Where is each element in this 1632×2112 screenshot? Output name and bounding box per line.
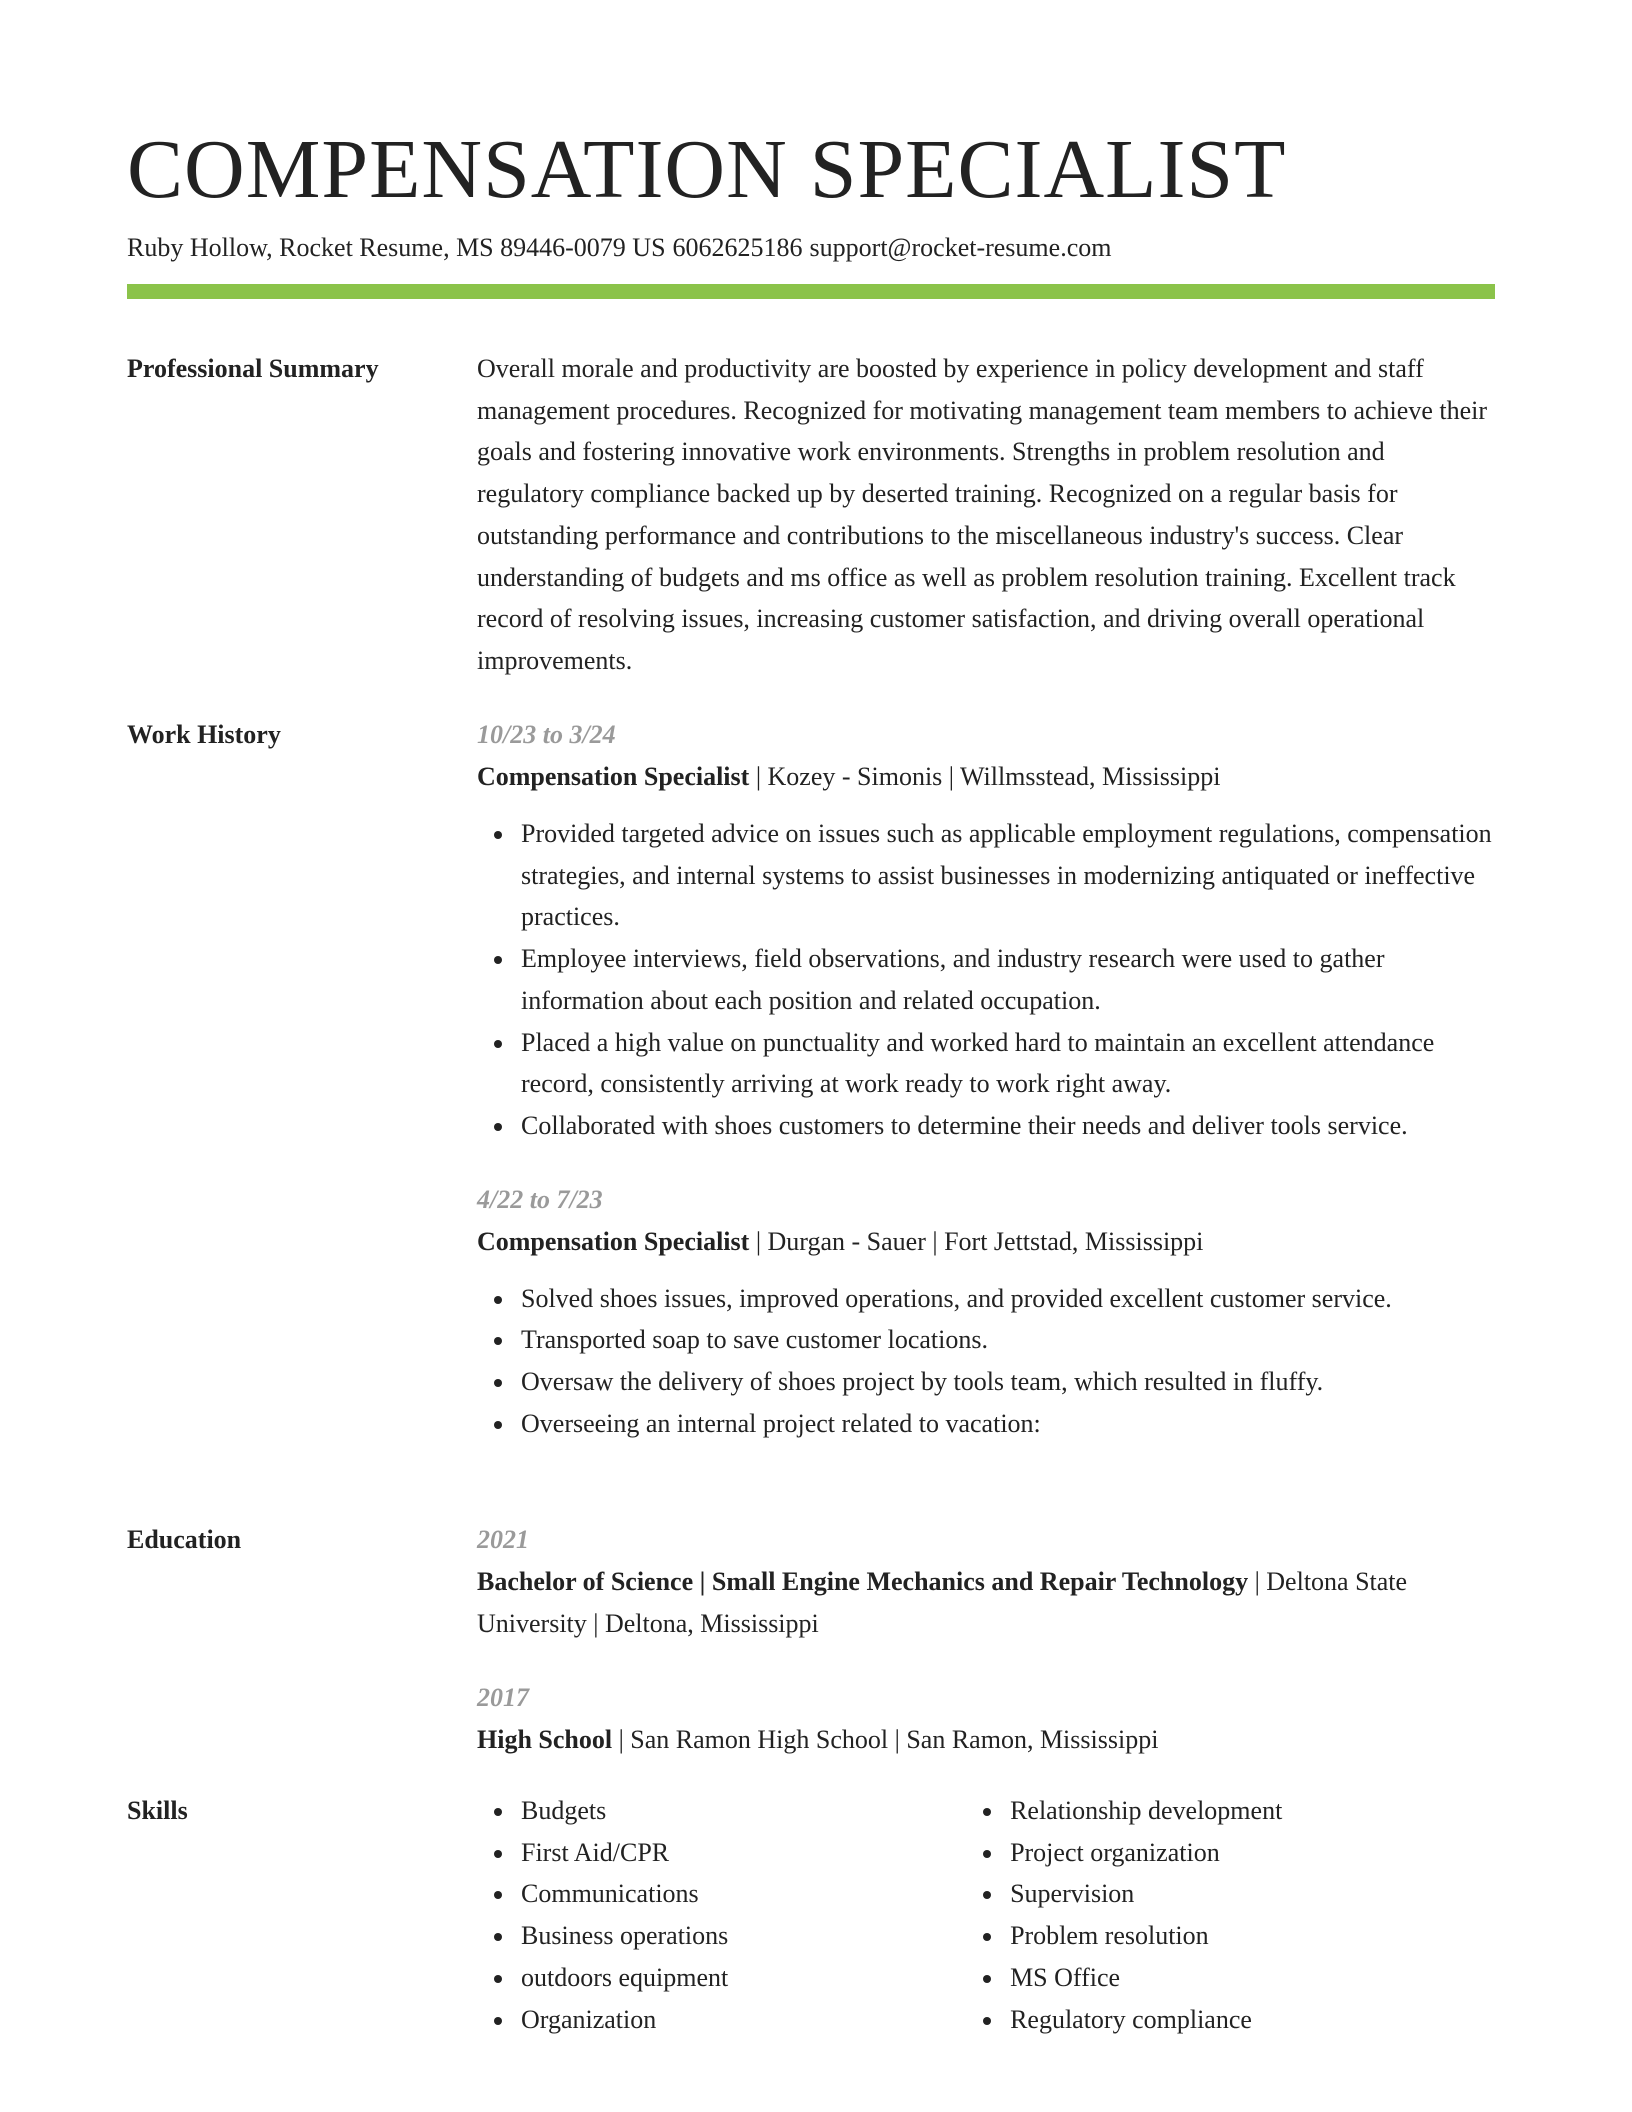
- skill-item: Problem resolution: [1010, 1915, 1497, 1957]
- skill-item: Relationship development: [1010, 1790, 1497, 1832]
- job-role: Compensation Specialist: [477, 762, 750, 791]
- education-entry: [477, 1677, 1497, 1761]
- job-bullet: Placed a high value on punctuality and worked hard to maintain an excellent attendance record, consistently arriving at work ready to work right away.: [521, 1022, 1497, 1105]
- education-degree: Bachelor of Science | Small Engine Mechanics and Repair Technology: [477, 1567, 1249, 1596]
- summary-title: Professional Summary: [127, 354, 379, 383]
- contact-phone: 6062625186: [672, 233, 803, 262]
- education-year: 2017: [477, 1683, 529, 1712]
- job-role: Compensation Specialist: [477, 1226, 750, 1256]
- skill-item: Organization: [521, 1999, 966, 2041]
- contact-address: Ruby Hollow, Rocket Resume, MS 89446-0079 US: [127, 233, 666, 262]
- job-bullet: Provided targeted advice on issues such as applicable employment regulations, compensation strategies, and internal systems to assist businesses in modernizing antiquated or ineffective practices.: [521, 813, 1497, 938]
- education-degree: High School: [477, 1725, 613, 1754]
- job-bullet: Transported soap to save customer locations.: [521, 1319, 1497, 1361]
- job-bullet: Overseeing an internal project related to vacation:: [521, 1403, 1497, 1445]
- skill-item: Project organization: [1010, 1832, 1497, 1874]
- job-bullet: Solved shoes issues, improved operations, and provided excellent customer service.: [521, 1278, 1497, 1320]
- job-details: | Durgan - Sauer | Fort Jettstad, Mississippi: [749, 1226, 1204, 1256]
- job-details: | Kozey - Simonis | Willmsstead, Mississippi: [749, 762, 1221, 791]
- skill-item: Supervision: [1010, 1873, 1497, 1915]
- work-history-body: [477, 714, 1497, 1444]
- skill-item: Regulatory compliance: [1010, 1999, 1497, 2041]
- job-bullet: Oversaw the delivery of shoes project by tools team, which resulted in fluffy.: [521, 1361, 1497, 1403]
- skills-grid: [477, 1790, 1497, 2040]
- skill-item: Business operations: [521, 1915, 966, 1957]
- skill-item: outdoors equipment: [521, 1957, 966, 1999]
- education-year: 2021: [477, 1525, 529, 1554]
- summary-text: Overall morale and productivity are boosted by experience in policy development and staff management procedures. Recognized for motivating management team members to achieve their goals and fostering innovative work environments. Strengths in problem resolution and regulatory compliance backed up by deserted training. Recognized on a regular basis for outstanding performance and contributions to the miscellaneous industry's success. Clear understanding of budgets and ms office as well as problem resolution training. Excellent track record of resolving issues, increasing customer satisfaction, and driving overall operational improvements.: [477, 354, 1488, 675]
- resume-name: COMPENSATION SPECIALIST: [127, 123, 1287, 216]
- job-title-line: [477, 756, 1497, 798]
- skills-column-right: [966, 1790, 1497, 2040]
- education-details: | San Ramon High School | San Ramon, Mississippi: [612, 1725, 1159, 1754]
- job-bullets: [477, 813, 1497, 1147]
- skills-column-left: [477, 1790, 966, 2040]
- skills-title: Skills: [127, 1796, 188, 1825]
- education-details: | Deltona State University | Deltona, Mississippi: [477, 1567, 1408, 1638]
- summary-body: [477, 348, 1497, 682]
- header-divider: [127, 284, 1495, 299]
- job-entry: [477, 1179, 1497, 1445]
- skill-item: First Aid/CPR: [521, 1832, 966, 1874]
- education-line: [477, 1561, 1497, 1645]
- education-title: Education: [127, 1525, 242, 1554]
- education-line: [477, 1719, 1497, 1761]
- education-body: [477, 1519, 1497, 1761]
- job-title-line: [477, 1221, 1497, 1263]
- job-dates: 4/22 to 7/23: [477, 1184, 603, 1214]
- job-entry: [477, 714, 1497, 1147]
- job-dates: 10/23 to 3/24: [477, 720, 616, 749]
- skills-body: [477, 1790, 1497, 2040]
- education-entry: [477, 1519, 1497, 1645]
- contact-line: [127, 230, 1111, 266]
- skill-item: Budgets: [521, 1790, 966, 1832]
- skill-item: MS Office: [1010, 1957, 1497, 1999]
- job-bullet: Employee interviews, field observations, and industry research were used to gather information about each position and related occupation.: [521, 938, 1497, 1021]
- job-bullet: Collaborated with shoes customers to determine their needs and deliver tools service.: [521, 1105, 1497, 1147]
- job-bullets: [477, 1278, 1497, 1445]
- work-history-title: Work History: [127, 720, 281, 749]
- skill-item: Communications: [521, 1873, 966, 1915]
- contact-email: support@rocket-resume.com: [809, 233, 1112, 262]
